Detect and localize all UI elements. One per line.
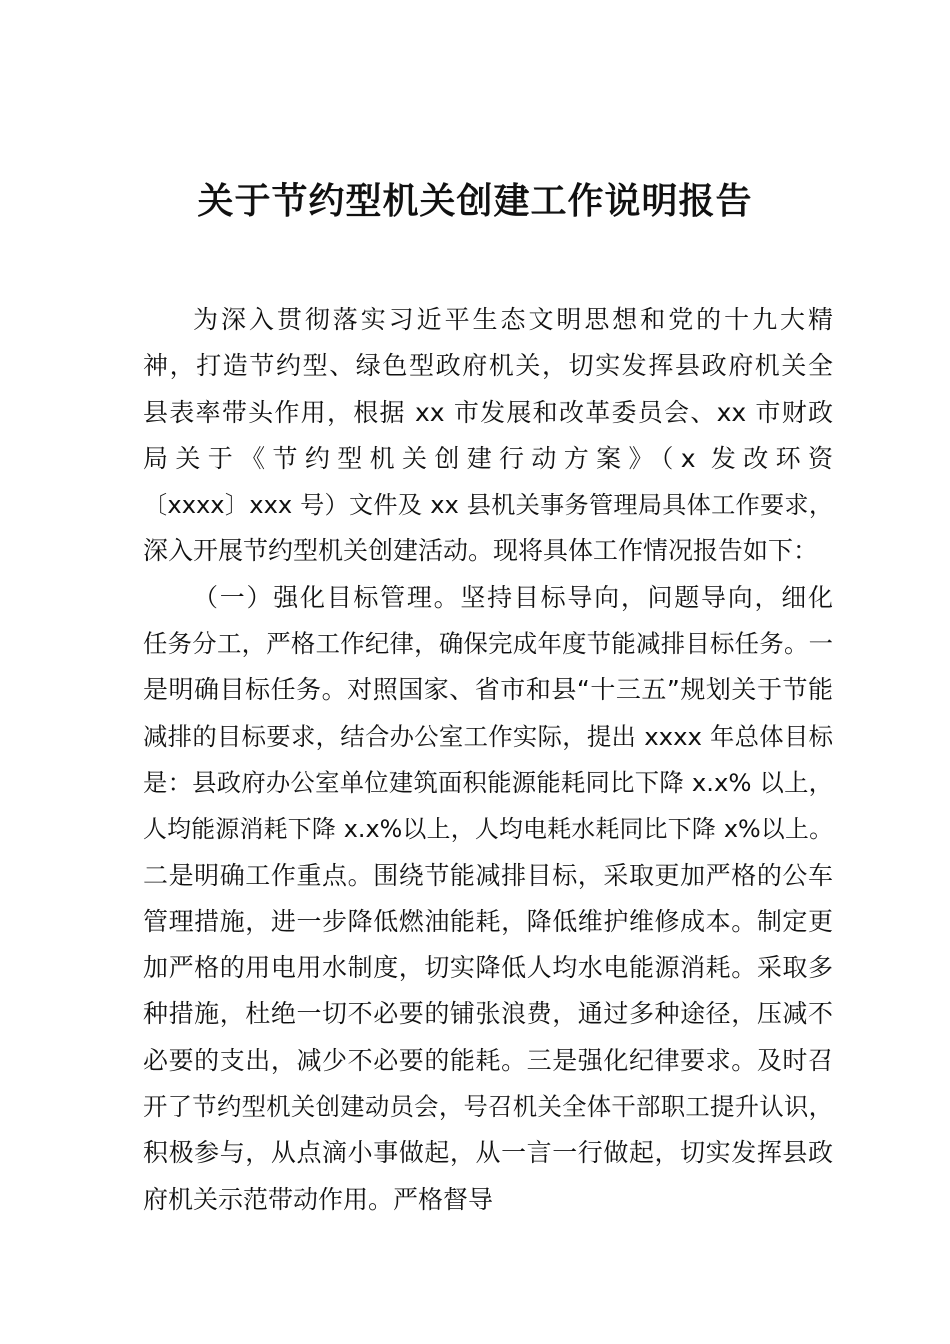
paragraph-line: 深入开展节约型机关创建活动。现将具体工作情况报告如下：: [143, 536, 819, 566]
paragraph-line: 二是明确工作重点。围绕节能减排目标，采取更加严格的公车: [143, 860, 833, 890]
paragraph-line: 〔xxxx〕xxx 号）文件及 xx 县机关事务管理局具体工作要求，: [143, 491, 833, 520]
document-title: 关于节约型机关创建工作说明报告: [197, 180, 753, 222]
paragraph-line: 任务分工，严格工作纪律，确保完成年度节能减排目标任务。一: [143, 629, 833, 659]
paragraph-line: 是明确目标任务。对照国家、省市和县“十三五”规划关于节能: [143, 675, 833, 705]
paragraph-line: 积极参与，从点滴小事做起，从一言一行做起，切实发挥县政: [143, 1138, 833, 1168]
paragraph-line: 是：县政府办公室单位建筑面积能源能耗同比下降 x.x% 以上，: [143, 767, 833, 797]
paragraph-line: 减排的目标要求，结合办公室工作实际，提出 xxxx 年总体目标: [143, 721, 833, 751]
paragraph-line: 府机关示范带动作用。严格督导: [143, 1184, 494, 1214]
paragraph-line: 县表率带头作用，根据 xx 市发展和改革委员会、xx 市财政: [143, 397, 833, 427]
paragraph-line: 神，打造节约型、绿色型政府机关，切实发挥县政府机关全: [143, 351, 833, 381]
paragraph-line: 局关于《节约型机关创建行动方案》（x 发改环资: [143, 443, 833, 473]
paragraph-line: 为深入贯彻落实习近平生态文明思想和党的十九大精: [193, 305, 833, 334]
paragraph-line: 人均能源消耗下降 x.x%以上，人均电耗水耗同比下降 x%以上。: [143, 815, 833, 844]
paragraph-line: 必要的支出，减少不必要的能耗。三是强化纪律要求。及时召: [143, 1045, 833, 1075]
paragraph-line: 种措施，杜绝一切不必要的铺张浪费，通过多种途径，压减不: [143, 999, 833, 1029]
paragraph-line: 管理措施，进一步降低燃油能耗，降低维护维修成本。制定更: [143, 906, 833, 936]
paragraph-line: 加严格的用电用水制度，切实降低人均水电能源消耗。采取多: [143, 953, 833, 983]
document-body: [143, 297, 833, 1223]
paragraph-line: 开了节约型机关创建动员会，号召机关全体干部职工提升认识，: [143, 1092, 833, 1122]
paragraph-line: （一）强化目标管理。坚持目标导向，问题导向，细化: [193, 582, 833, 612]
